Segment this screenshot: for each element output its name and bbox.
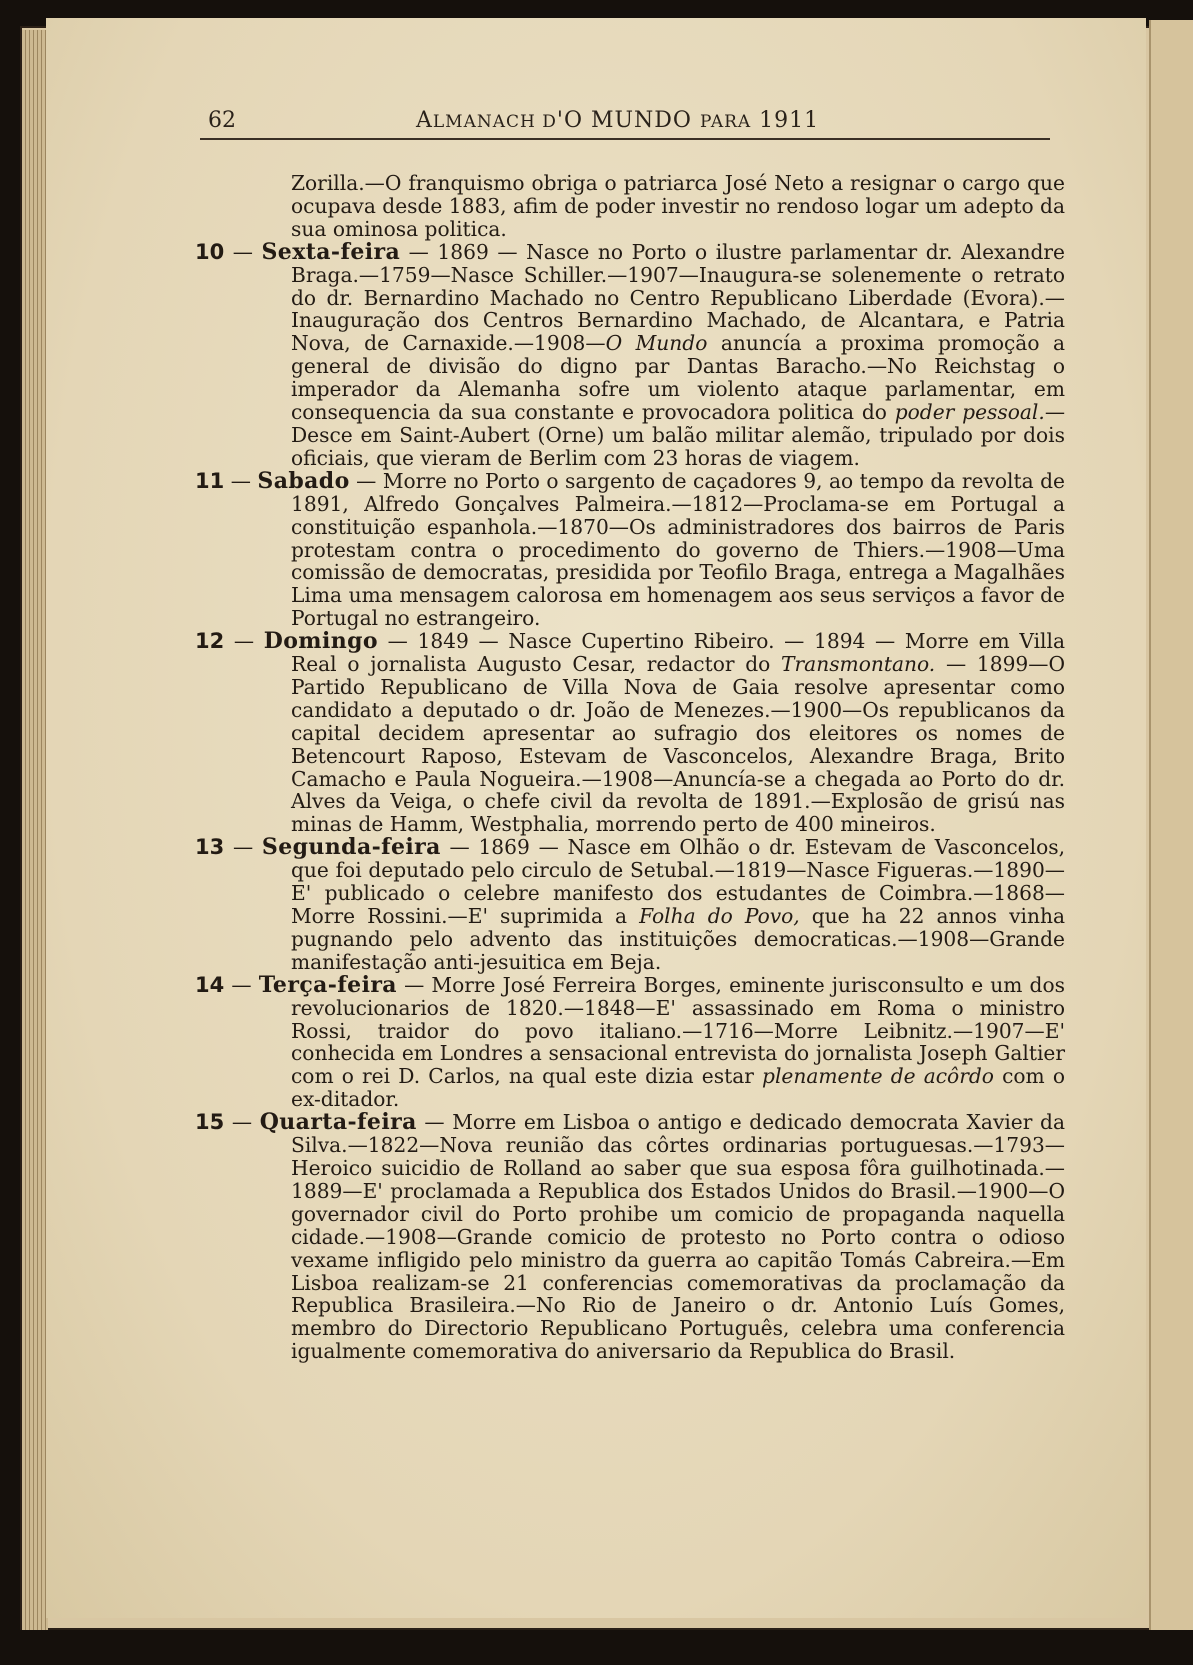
- running-header: [200, 88, 1050, 144]
- weekday-name: Domingo: [263, 628, 378, 655]
- entry-day-10: 10 — Sexta-feira — 1869 — Nasce no Porto o ilustre parlamentar dr. Alexandre Braga.—1759—Nasce Schiller.—1907—Inaugura-se solenemente o retrato do dr. Bernardino Machado no Centro Republicano Liberdade (Evora).—Inauguração dos Centros Bernardino Machado, de Alcantara, e Patria Nova, de Carnaxide.—1908—O Mundo anuncía a proxima promoção a general de divisão do digno par Dantas Baracho.—No Reichstag o imperador da Alemanha sofre um violento ataque parlamentar, em consequencia da sua constante e provocadora politica do poder pessoal.—Desce em Saint-Aubert (Orne) um balão militar alemão, tripulado por dois oficiais, que vieram de Berlim com 23 horas de viagem.: [195, 238, 1065, 470]
- entry-day-15: 15 — Quarta-feira — Morre em Lisboa o antigo e dedicado democrata Xavier da Silva.—1822—Nova reunião das côrtes ordinarias portuguesas.—1793—Heroico suicidio de Rolland ao saber que sua esposa fôra guilhotinada.—1889—E' proclamada a Republica dos Estados Unidos do Brasil.—1900—O governador civil do Porto prohibe um comicio de propaganda naquella cidade.—1908—Grande comicio de protesto no Porto contra o odioso vexame infligido pelo ministro da guerra ao capitão Tomás Cabreira.—Em Lisboa realizam-se 21 conferencias comemorativas da proclamação da Republica Brasileira.—No Rio de Janeiro o dr. Antonio Luís Gomes, membro do Directorio Republicano Português, celebra uma conferencia igualmente comemorativa do aniversario da Republica do Brasil.: [195, 1109, 1065, 1364]
- weekday-name: Terça-feira: [258, 971, 397, 998]
- body-text: [195, 172, 1065, 1363]
- header-rule: [200, 138, 1050, 140]
- day-number: 12: [195, 629, 225, 654]
- weekday-name: Quarta-feira: [259, 1109, 417, 1136]
- day-number: 13: [195, 835, 225, 860]
- weekday-name: Sabado: [257, 467, 350, 494]
- page-edges-left: [22, 30, 48, 1630]
- page-number: 62: [208, 108, 236, 133]
- running-title: ALMANACH D'O MUNDO PARA 1911: [416, 108, 820, 133]
- entry-day-12: 12 — Domingo — 1849 — Nasce Cupertino Ribeiro. — 1894 — Morre em Villa Real o jornalista Augusto Cesar, redactor do Transmontano. — 1899—O Partido Republicano de Villa Nova de Gaia resolve apresentar como candidato a deputado o dr. João de Menezes.—1900—Os republicanos da capital decidem apresentar ao sufragio dos eleitores os nomes de Betencourt Raposo, Estevam de Vasconcelos, Alexandre Braga, Brito Camacho e Paula Nogueira.—1908—Anuncía-se a chegada ao Porto do dr. Alves da Veiga, o chefe civil da revolta de 1891.—Explosão de grisú nas minas de Hamm, Westphalia, morrendo perto de 400 mineiros.: [195, 628, 1065, 837]
- page-edge-right: [1149, 20, 1193, 1630]
- day-number: 15: [195, 1110, 225, 1135]
- entry-day-11: 11 — Sabado — Morre no Porto o sargento de caçadores 9, ao tempo da revolta de 1891, Alfredo Gonçalves Palmeira.—1812—Proclama-se em Portugal a constituição espanhola.—1870—Os administradores dos bairros de Paris protestam contra o procedimento do governo de Thiers.—1908—Uma comissão de democratas, presidida por Teofilo Braga, entrega a Magalhães Lima uma mensagem calorosa em homenagem aos seus serviços a favor de Portugal no estrangeiro.: [195, 467, 1065, 631]
- entry-day-14: 14 — Terça-feira — Morre José Ferreira Borges, eminente jurisconsulto e um dos revolucionarios de 1820.—1848—E' assassinado em Roma o ministro Rossi, traidor do povo italiano.—1716—Morre Leibnitz.—1907—E' conhecida em Londres a sensacional entrevista do jornalista Joseph Galtier com o rei D. Carlos, na qual este dizia estar plenamente de acôrdo com o ex-ditador.: [195, 971, 1065, 1112]
- weekday-name: Sexta-feira: [261, 238, 401, 265]
- day-number: 11: [195, 468, 225, 493]
- entry-day-13: 13 — Segunda-feira — 1869 — Nasce em Olhão o dr. Estevam de Vasconcelos, que foi deputado pelo circulo de Setubal.—1819—Nasce Figueras.—1890—E' publicado o celebre manifesto dos estudantes de Coimbra.—1868—Morre Rossini.—E' suprimida a Folha do Povo, que ha 22 annos vinha pugnando pelo advento das instituições democraticas.—1908—Grande manifestação anti-jesuitica em Beja.: [195, 834, 1065, 974]
- intro-paragraph: Zorilla.—O franquismo obriga o patriarca José Neto a resignar o cargo que ocupava desde 1883, afim de poder investir no rendoso logar um adepto da sua ominosa politica.: [291, 171, 1066, 241]
- day-number: 10: [195, 239, 225, 264]
- day-number: 14: [195, 972, 225, 997]
- weekday-name: Segunda-feira: [261, 834, 441, 861]
